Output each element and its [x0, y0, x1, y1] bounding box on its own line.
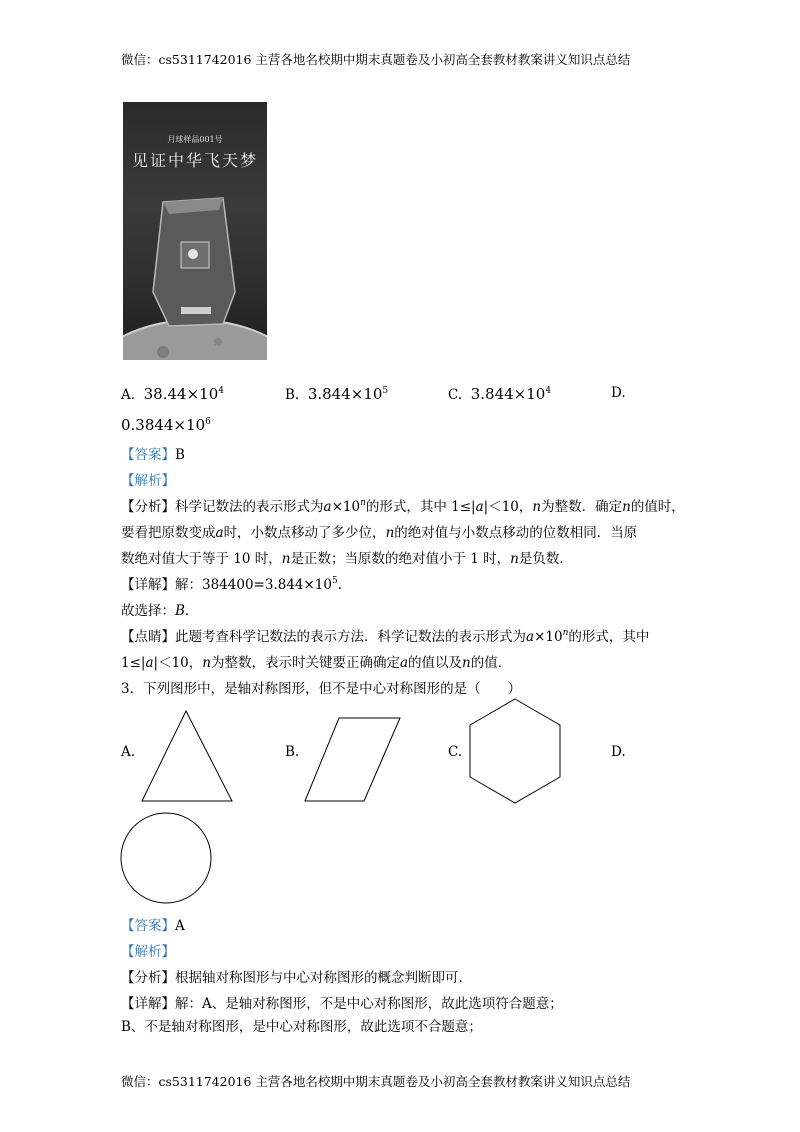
q3-option-c-label: C. [448, 744, 463, 760]
circle-figure [119, 811, 213, 905]
q2-fenxi-line3: 数绝对值大于等于 10 时，n是正数；当原数的绝对值小于 1 时，n是负数． [121, 551, 573, 567]
q2-analysis-tag: 【解析】 [121, 473, 175, 489]
q2-xiangjie: 【详解】解：$384400=3.844\times 10^5$． [121, 576, 352, 593]
q2-option-c: C. $3.844\times 10^4$ [448, 385, 552, 403]
hexagon-figure [468, 697, 563, 805]
q2-fenxi-line2: 要看把原数变成a时，小数点移动了多少位，n的绝对值与小数点移动的位数相同．当原 [121, 525, 638, 541]
page-header: 微信：cs5311742016 主营各地名校期中期末真题卷及小初高全套教材教案讲义知识点总结 [121, 52, 631, 67]
q2-dianjing-line1: 【点睛】此题考查科学记数法的表示方法．科学记数法的表示形式为$a\times 10^n$的形式，其中 [121, 628, 650, 645]
q3-line-b: B、不是轴对称图形，是中心对称图形，故此选项不合题意； [121, 1019, 482, 1035]
q2-option-b: B. $3.844\times 10^5$ [285, 385, 389, 403]
photo-small-caption: 月球样品001号 [167, 135, 223, 144]
q2-fenxi-line1: 【分析】科学记数法的表示形式为$a\times 10^n$的形式，其中 1≤|a|＜10，n为整数．确定n的值时， [121, 498, 685, 515]
q3-option-a-label: A. [121, 744, 136, 760]
photo-title: 见证中华飞天梦 [131, 151, 258, 170]
parallelogram-figure [303, 716, 403, 804]
q2-option-a: A. $38.44\times 10^4$ [121, 385, 224, 403]
q2-dianjing-line2: 1≤|a|＜10，n为整数，表示时关键要正确确定a的值以及n的值． [121, 655, 512, 671]
q2-option-d-value: $0.3844\times 10^6$ [121, 416, 211, 434]
q3-option-d-label: D. [611, 744, 626, 760]
q2-choose: 故选择：B． [121, 603, 199, 619]
q3-fenxi: 【分析】根据轴对称图形与中心对称图形的概念判断即可． [121, 970, 472, 986]
triangle-figure [140, 709, 235, 804]
q2-answer: 【答案】B [121, 447, 185, 463]
q3-option-b-label: B. [285, 744, 300, 760]
q3-xiangjie: 【详解】解：A、是轴对称图形，不是中心对称图形，故此选项符合题意； [121, 996, 563, 1012]
q3-answer: 【答案】A [121, 918, 185, 934]
sample-container-illustration [123, 102, 267, 360]
page-footer: 微信：cs5311742016 主营各地名校期中期末真题卷及小初高全套教材教案讲义知识点总结 [121, 1074, 631, 1089]
q3-stem: 3．下列图形中，是轴对称图形，但不是中心对称图形的是（ ） [121, 681, 522, 697]
q3-analysis-tag: 【解析】 [121, 944, 175, 960]
q2-option-d-label: D. [611, 385, 626, 401]
moon-sample-photo [123, 102, 267, 360]
